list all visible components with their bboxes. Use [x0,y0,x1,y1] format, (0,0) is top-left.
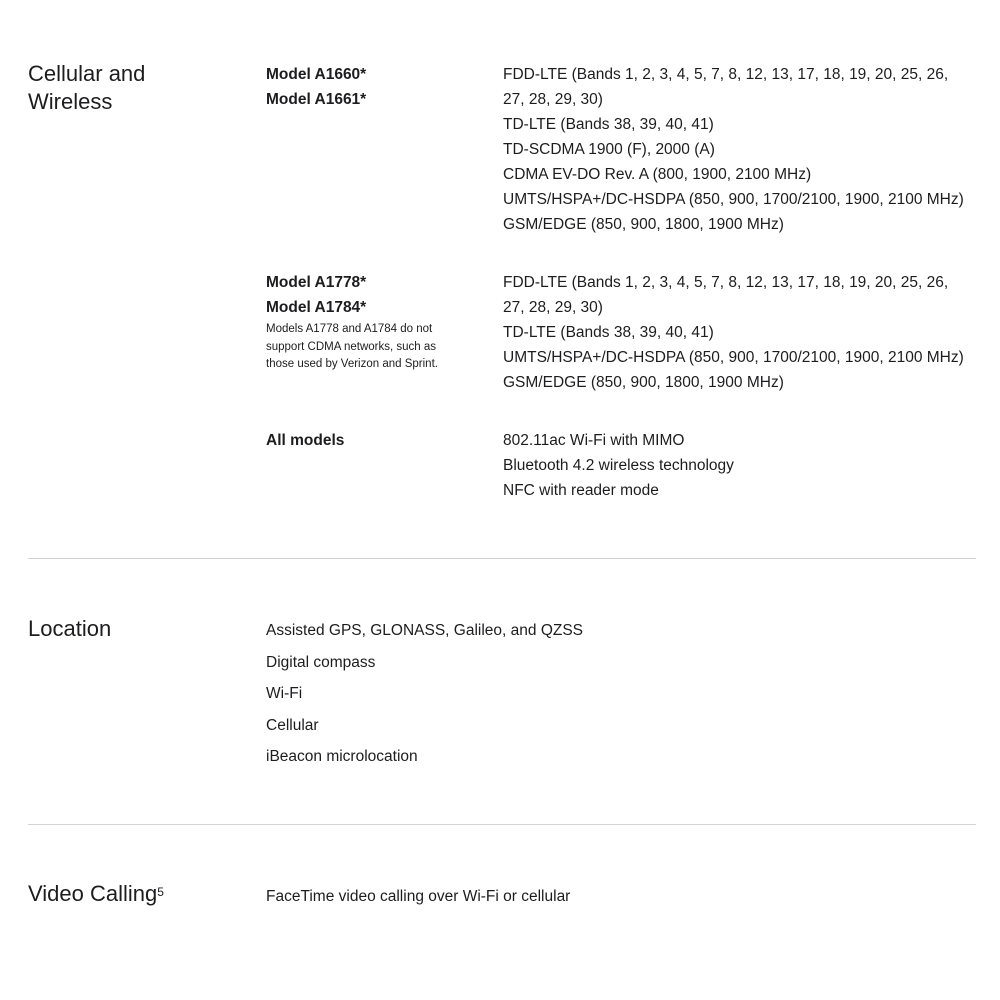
model-name: Model A1660* [266,66,367,83]
list-item: Digital compass [266,653,376,671]
spec-line: FDD-LTE (Bands 1, 2, 3, 4, 5, 7, 8, 12, 13, 17, 18, 19, 20, 25, 26, 27, 28, 29, 30) [503,274,949,316]
list-item: Wi-Fi [266,685,303,703]
spec-list [503,270,973,395]
footnote-marker: 5 [157,885,164,899]
section-divider [28,558,976,559]
list-item: iBeacon microlocation [266,748,418,766]
list-item: Cellular [266,716,319,734]
spec-line: TD-LTE (Bands 38, 39, 40, 41) [503,116,714,133]
spec-line: 802.11ac Wi-Fi with MIMO [503,432,685,449]
section-title-video-calling [28,880,248,908]
model-names [266,270,466,374]
section-title-line: Cellular and [28,61,146,86]
model-footnote: Models A1778 and A1784 do not support CDMA networks, such as those used by Verizon and Sprint. [266,323,438,370]
spec-list [503,428,973,503]
model-names [266,62,466,112]
model-name: Model A1661* [266,91,367,108]
spec-line: NFC with reader mode [503,482,659,499]
section-title-text: Video Calling [28,881,158,906]
video-calling-spec: FaceTime video calling over Wi-Fi or cellular [266,888,571,905]
model-names [266,428,466,453]
spec-line: GSM/EDGE (850, 900, 1800, 1900 MHz) [503,216,784,233]
spec-line: FDD-LTE (Bands 1, 2, 3, 4, 5, 7, 8, 12, 13, 17, 18, 19, 20, 25, 26, 27, 28, 29, 30) [503,66,949,108]
spec-list [503,62,973,237]
location-list [266,615,866,773]
spec-line: UMTS/HSPA+/DC-HSDPA (850, 900, 1700/2100, 1900, 2100 MHz) [503,349,964,366]
section-title-line: Wireless [28,89,113,114]
section-title-location: Location [28,616,112,641]
spec-line: GSM/EDGE (850, 900, 1800, 1900 MHz) [503,374,784,391]
model-name: Model A1784* [266,299,367,316]
spec-line: TD-SCDMA 1900 (F), 2000 (A) [503,141,715,158]
section-title-cellular [28,60,248,116]
section-divider [28,824,976,825]
model-name: Model A1778* [266,274,367,291]
spec-line: Bluetooth 4.2 wireless technology [503,457,734,474]
list-item: Assisted GPS, GLONASS, Galileo, and QZSS [266,622,584,639]
spec-line: TD-LTE (Bands 38, 39, 40, 41) [503,324,714,341]
spec-line: CDMA EV-DO Rev. A (800, 1900, 2100 MHz) [503,166,812,183]
spec-line: UMTS/HSPA+/DC-HSDPA (850, 900, 1700/2100, 1900, 2100 MHz) [503,191,964,208]
model-name: All models [266,432,345,449]
